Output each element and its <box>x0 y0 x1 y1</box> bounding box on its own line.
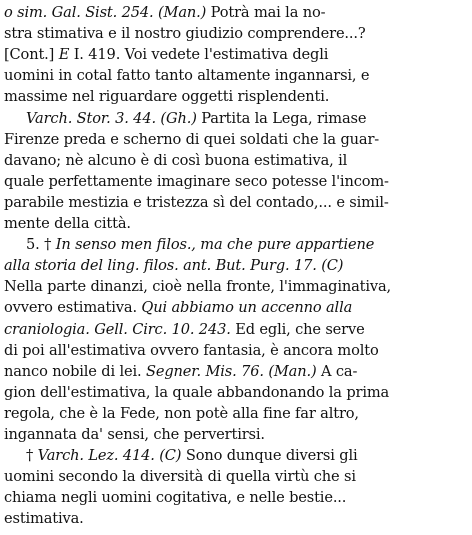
text-line <box>4 319 365 340</box>
text-line <box>4 361 357 382</box>
body-text: A ca- <box>316 362 358 380</box>
text-line <box>4 466 356 487</box>
body-text: uomini secondo la diversità di quella virtù che si <box>4 468 356 486</box>
text-line <box>26 445 358 466</box>
text-line <box>4 171 389 192</box>
text-line <box>4 487 346 508</box>
body-text: massime nel riguardare oggetti risplendenti. <box>4 88 330 106</box>
body-text: 5. † <box>26 236 56 254</box>
italic-citation-text: o sim. Gal. Sist. 254. (Man.) <box>4 4 207 21</box>
text-line <box>26 108 366 129</box>
body-text: [Cont.] <box>4 46 59 64</box>
body-text: Potrà mai la no- <box>206 4 326 21</box>
body-text: stra stimativa e il nostro giudizio comprendere...? <box>4 25 366 43</box>
italic-citation-text: In senso men filos., ma che pure appartiene <box>55 236 375 254</box>
text-line <box>4 65 369 86</box>
body-text: nanco nobile di lei. <box>4 362 146 380</box>
body-text: Ed egli, che serve <box>230 320 365 338</box>
italic-citation-text: Segner. Mis. 76. (Man.) <box>145 362 317 380</box>
body-text: Nella parte dinanzi, cioè nella fronte, l'immaginativa, <box>4 278 392 296</box>
body-text: regola, che è la Fede, non potè alla fine far altro, <box>4 404 359 422</box>
text-line <box>4 150 347 171</box>
italic-citation-text: Qui abbiamo un accenno alla <box>141 299 353 317</box>
italic-citation-text: E <box>58 46 70 64</box>
body-text: Sono dunque diversi gli <box>181 447 358 465</box>
body-text: ingannata da' sensi, che pervertirsi. <box>4 426 265 443</box>
italic-citation-text: alla storia del ling. filos. ant. But. Purg. 17. (C) <box>4 257 344 275</box>
italic-citation-text: Varch. Lez. 414. (C) <box>37 447 182 465</box>
text-line <box>4 44 328 65</box>
text-line <box>4 424 265 445</box>
text-line <box>26 234 374 255</box>
text-line <box>4 129 379 150</box>
text-line <box>4 382 389 403</box>
text-line <box>4 192 389 213</box>
body-text: uomini in cotal fatto tanto altamente ingannarsi, e <box>4 67 370 85</box>
body-text: chiama negli uomini cogitativa, e nelle bestie... <box>4 489 347 507</box>
text-line <box>4 255 343 276</box>
body-text: Partita la Lega, rimase <box>196 109 367 127</box>
text-line <box>4 340 379 361</box>
text-line <box>4 508 84 529</box>
text-line <box>4 276 391 297</box>
text-line <box>4 2 325 23</box>
body-text: I. 419. Voi vedete l'estimativa degli <box>69 46 329 64</box>
body-text: † <box>26 447 38 465</box>
text-line <box>4 297 352 318</box>
body-text: estimativa. <box>4 510 84 528</box>
body-text: davano; nè alcuno è di così buona estimativa, il <box>4 151 348 169</box>
body-text: ovvero estimativa. <box>4 299 142 317</box>
text-line <box>4 86 329 107</box>
body-text: Firenze preda e scherno di quei soldati che la guar- <box>4 130 380 148</box>
text-line <box>4 213 131 234</box>
text-line <box>4 403 359 424</box>
text-line <box>4 23 366 44</box>
italic-citation-text: Varch. Stor. 3. 44. (Gh.) <box>26 109 197 127</box>
body-text: gion dell'estimativa, la quale abbandonando la prima <box>4 383 390 401</box>
body-text: di poi all'estimativa ovvero fantasia, è ancora molto <box>4 341 379 359</box>
dictionary-page <box>4 0 466 535</box>
body-text: parabile mestizia e tristezza sì del contado,... e simil- <box>4 193 389 211</box>
body-text: mente della città. <box>4 215 131 232</box>
italic-citation-text: craniologia. Gell. Circ. 10. 243. <box>4 320 231 338</box>
body-text: quale perfettamente imaginare seco potesse l'incom- <box>4 172 389 190</box>
